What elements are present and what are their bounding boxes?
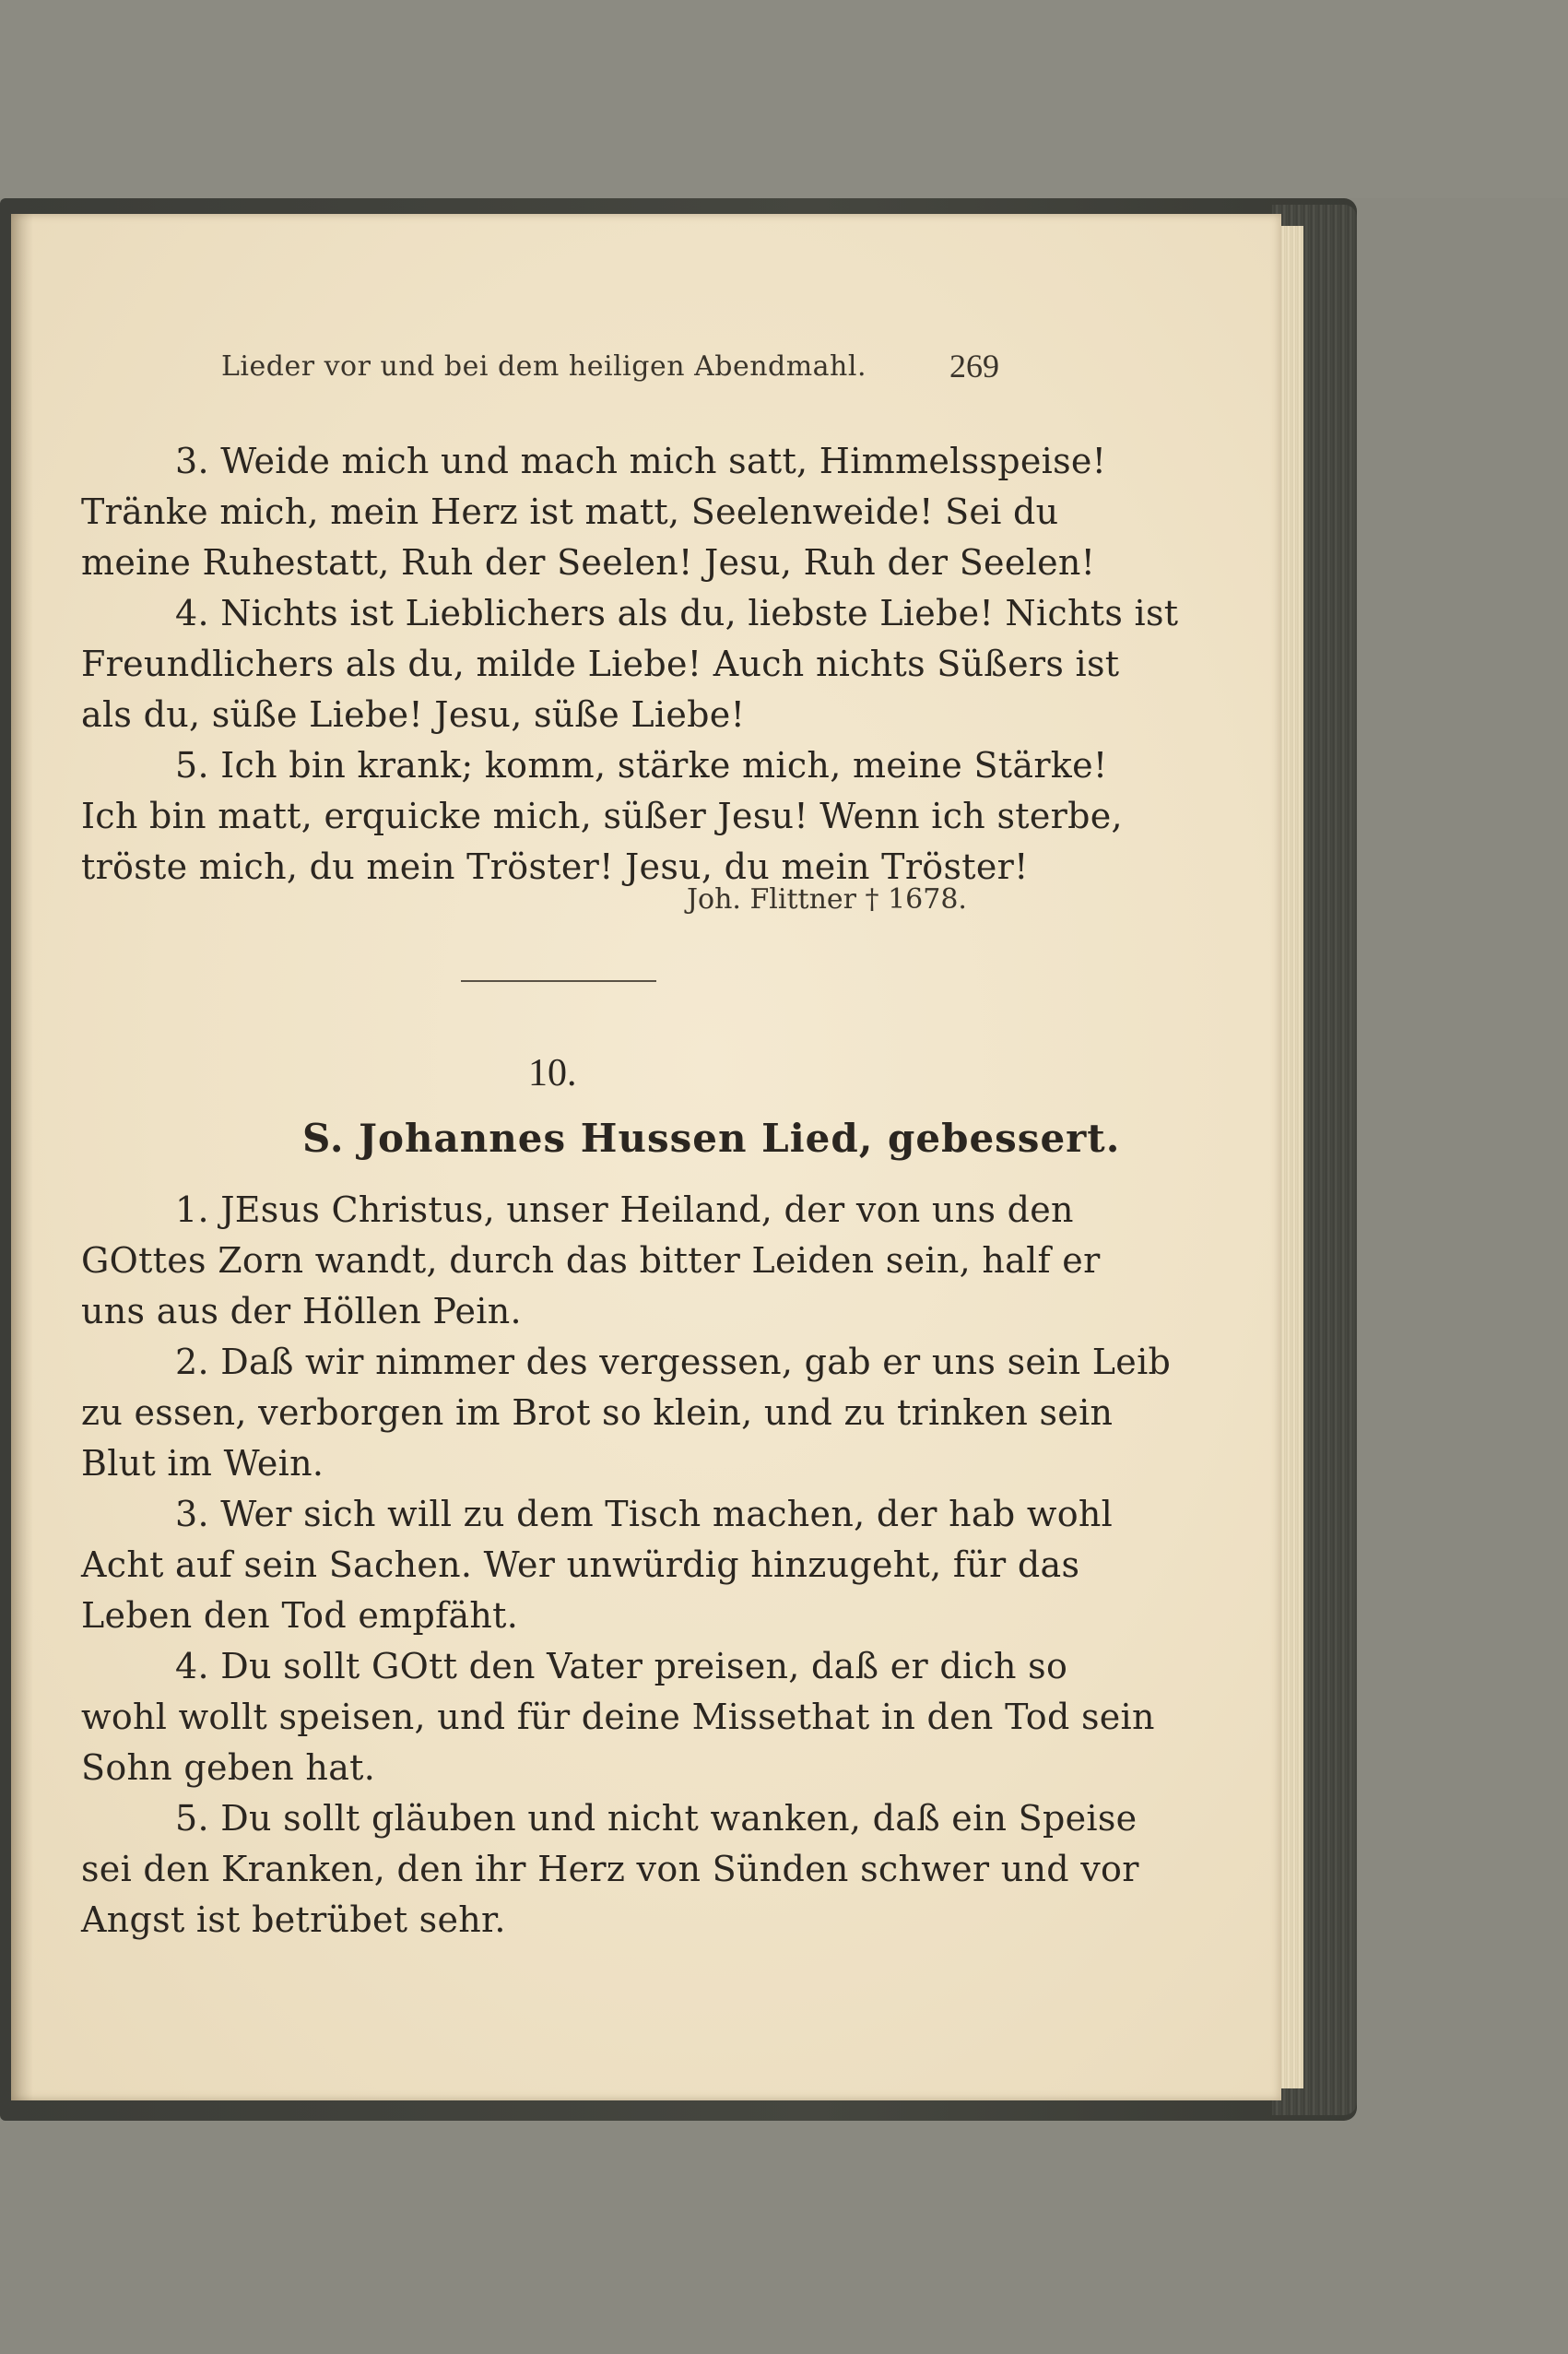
text-line: Leben den Tod empfäht. xyxy=(81,1595,519,1636)
page-number: 269 xyxy=(949,348,999,384)
text-line: sei den Kranken, den ihr Herz von Sünden schwer und vor xyxy=(81,1849,1139,1889)
text-line: 4. Nichts ist Lieblichers als du, liebste Liebe! Nichts ist xyxy=(175,593,1179,633)
hymn-title: S. Johannes Hussen Lied, gebessert. xyxy=(302,1116,1121,1161)
background-top xyxy=(0,0,1568,198)
text-line: 3. Weide mich und mach mich satt, Himmelsspeise! xyxy=(175,441,1107,481)
author-signature: Joh. Flittner † 1678. xyxy=(687,883,967,916)
text-line: 2. Daß wir nimmer des vergessen, gab er uns sein Leib xyxy=(175,1342,1172,1382)
text-line: 5. Du sollt gläuben und nicht wanken, daß ein Speise xyxy=(175,1798,1138,1839)
text-line: Acht auf sein Sachen. Wer unwürdig hinzugeht, für das xyxy=(81,1544,1080,1585)
text-line: Freundlichers als du, milde Liebe! Auch nichts Süßers ist xyxy=(81,644,1120,684)
text-line: 3. Wer sich will zu dem Tisch machen, der hab wohl xyxy=(175,1494,1114,1534)
text-line: meine Ruhestatt, Ruh der Seelen! Jesu, Ruh der Seelen! xyxy=(81,542,1096,583)
running-header: Lieder vor und bei dem heiligen Abendmahl. xyxy=(221,350,867,383)
text-line: wohl wollt speisen, und für deine Missethat in den Tod sein xyxy=(81,1697,1155,1737)
text-line: uns aus der Höllen Pein. xyxy=(81,1291,522,1331)
hymn-number: 10. xyxy=(528,1052,577,1094)
text-line: Ich bin matt, erquicke mich, süßer Jesu! Wenn ich sterbe, xyxy=(81,796,1123,836)
text-line: Tränke mich, mein Herz ist matt, Seelenweide! Sei du xyxy=(81,491,1059,532)
text-line: zu essen, verborgen im Brot so klein, und zu trinken sein xyxy=(81,1392,1114,1433)
text-line: 4. Du sollt GOtt den Vater preisen, daß er dich so xyxy=(175,1646,1068,1686)
text-line: Blut im Wein. xyxy=(81,1443,324,1484)
text-line: als du, süße Liebe! Jesu, süße Liebe! xyxy=(81,694,746,735)
background-bottom xyxy=(0,2121,1568,2354)
text-line: 5. Ich bin krank; komm, stärke mich, meine Stärke! xyxy=(175,745,1108,786)
text-line: GOttes Zorn wandt, durch das bitter Leiden sein, half er xyxy=(81,1240,1101,1281)
text-line: Angst ist betrübet sehr. xyxy=(81,1899,506,1940)
gutter-shadow xyxy=(11,214,33,2100)
text-line: Sohn geben hat. xyxy=(81,1747,376,1788)
section-divider xyxy=(461,980,656,982)
text-line: 1. JEsus Christus, unser Heiland, der von uns den xyxy=(175,1189,1074,1230)
text-line: tröste mich, du mein Tröster! Jesu, du mein Tröster! xyxy=(81,846,1029,887)
